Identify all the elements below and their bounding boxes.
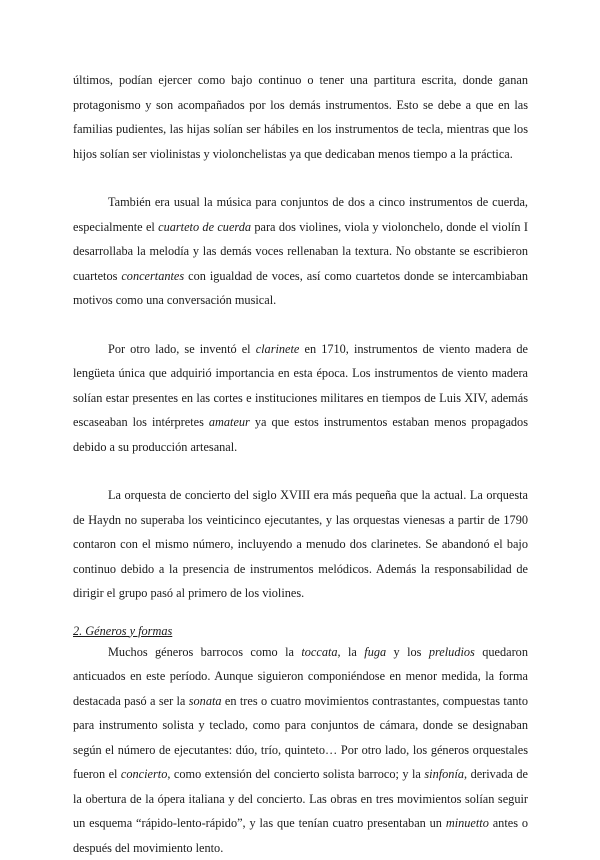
text-run: Por otro lado, se inventó el [108, 342, 256, 356]
text-run: últimos, podían ejercer como bajo continuo o tener una partitura escrita, donde ganan protagonismo y son acompañados por los demás instrumentos. Esto se debe a que en las familias pudientes, las hijas solían ser hábiles en los instrumentos de tecla, mientras que los hijos solían ser violinistas y violonchelistas ya que dedicaban menos tiempo a la práctica. [73, 73, 528, 161]
text-run: en tres o cuatro movimientos contrastantes, compuestas tanto para instrumento solista y teclado, como para conjuntos de cámara, donde se designaban según el número de ejecutantes: dúo, trío, quinteto… Por otro lado, los géneros orquestales fueron el [73, 694, 528, 782]
text-body [73, 68, 528, 860]
text-run: ya que estos instrumentos estaban menos propagados debido a su producción artesanal. [73, 415, 528, 454]
text-run: quedaron anticuados en este período. Aunque siguieron componiéndose en menor medida, la forma destacada pasó a ser la [73, 645, 528, 708]
paragraph-continuation [73, 68, 528, 166]
italic-term: fuga [364, 645, 386, 659]
paragraph-clarinet [73, 337, 528, 460]
paragraph-orchestra [73, 483, 528, 606]
text-run: para dos violines, viola y violonchelo, donde el violín I desarrollaba la melodía y las demás voces rellenaban la textura. No obstante se escribieron cuartetos [73, 220, 528, 283]
text-run: También era usual la música para conjuntos de dos a cinco instrumentos de cuerda, especialmente el [73, 195, 528, 234]
paragraph-string-ensembles [73, 190, 528, 313]
paragraph-genres [73, 640, 528, 860]
text-run: , derivada de la obertura de la ópera italiana y del concierto. Las obras en tres movimientos solían seguir un esquema “rápido-lento-rápido”, y las que tenían cuatro presentaban un [73, 767, 528, 830]
text-run: la [341, 645, 365, 659]
italic-term: sinfonía [424, 767, 464, 781]
italic-term: sonata [189, 694, 222, 708]
text-run: en 1710, instrumentos de viento madera de lengüeta única que adquirió importancia en esta época. Los instrumentos de viento madera solían estar presentes en las cortes e instituciones militares en tiempos de Luis XIV, además escaseaban los intérpretes [73, 342, 528, 430]
italic-term: concierto [121, 767, 167, 781]
italic-term: cuarteto de cuerda [158, 220, 251, 234]
italic-term: minuetto [446, 816, 489, 830]
text-run: antes o después del movimiento lento. [73, 816, 528, 855]
text-run: Muchos géneros barrocos como la [108, 645, 301, 659]
italic-term: toccata, [301, 645, 340, 659]
text-run: y los [386, 645, 429, 659]
italic-term: concertantes [121, 269, 184, 283]
text-run: , como extensión del concierto solista barroco; y la [167, 767, 424, 781]
section-heading: 2. Géneros y formas [73, 622, 528, 640]
text-run: con igualdad de voces, así como cuartetos donde se intercambiaban motivos como una conversación musical. [73, 269, 528, 308]
text-run: La orquesta de concierto del siglo XVIII era más pequeña que la actual. La orquesta de Haydn no superaba los veinticinco ejecutantes, y las orquestas vienesas a partir de 1790 contaron con el mismo número, incluyendo a menudo dos clarinetes. Se abandonó el bajo continuo debido a la presencia de instrumentos melódicos. Además la responsabilidad de dirigir el grupo pasó al primero de los violines. [73, 488, 528, 600]
italic-term: amateur [209, 415, 250, 429]
italic-term: preludios [429, 645, 475, 659]
italic-term: clarinete [256, 342, 300, 356]
